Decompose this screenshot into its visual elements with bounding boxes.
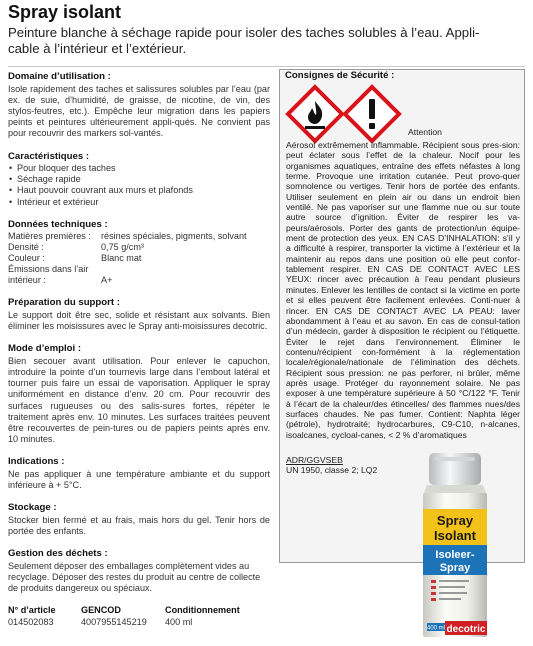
storage-heading: Stockage :	[8, 502, 57, 514]
product-can-image	[413, 453, 497, 646]
brand-logo-text: decotric	[446, 624, 486, 635]
preparation-section	[8, 297, 270, 332]
can-label-isolant: Isolant	[434, 528, 476, 543]
technical-row	[8, 253, 247, 264]
signal-word: Attention	[408, 126, 442, 137]
article-header-row	[8, 605, 270, 616]
header-divider	[8, 66, 525, 67]
can-label-spray-nl: Spray	[439, 562, 471, 574]
flame-pictogram-icon	[285, 84, 345, 144]
waste-section	[8, 548, 270, 594]
usage-mode-text: Bien secouer avant utilisation. Pour enlever le capuchon, introduire la pointe d’un tournevis large dans l’embout latéral et tourner puis faire un essai de vaporisation. Appliquer le spray uniformément en distance d’env. 20 cm. Pour recouvrir des surfaces rugueuses ou des salis-sures fortes, répéter le traitement après env. 10 minutes. Les surfaces traitées peuvent être recouvertes de pein-tures ou de papiers peints après env. 10 minutes.	[8, 355, 270, 445]
characteristics-section	[8, 151, 270, 208]
technical-label: Émissions dans l’air intérieur :	[8, 264, 89, 286]
safety-text: Aérosol extrêmement inflammable. Récipient sous pres-sion: peut éclater sous l’effet de la chaleur. Nocif pour les organismes aquatiques, entraîne des effets néfastes à long terme. Provoque une irritation cutanée. Peut provo-quer somnolence ou vertiges. Tenir hors de portée des enfants. Utiliser seulement en plein air ou dans un endroit bien ventilé. Ne pas vaporiser sur une flamme nue ou sur toute autre source d’ignition. Éviter de respirer les va-peurs/aérosols. Porter des gants de protection/un équipe-ment de protection des yeux. EN CAS D’INHALATION: s’il y a difficulté à respirer, transporter la victime à l’extérieur et la maintenir au repos dans une position où elle peut confor-tablement respirer. EN CAS DE CONTACT AVEC LES YEUX: rincer avec précaution à l’eau pendant plusieurs minutes. Enlever les lentilles de contact si la victime en porte et si elles peuvent être facilement enlevées. Conti-nuer à rincer. EN CAS DE CONTACT AVEC LA PEAU: laver abondamment à l’eau et au savon. En cas de consul-tation d’un médecin, garder à disposition le récipient ou l’étiquette. Éviter le rejet dans l’environnement. Éliminer le contenu/récipient con-formément à la réglementation locale/régionale/nationale de l’élimination des déchets. Récipient sous pression: ne pas perforer, ni brûler, même après usage. Protéger du rayonnement solaire. Ne pas exposer à une température supérieure à 50 °C/122 °F. Tenir à l’écart de la chaleur/des étincelles/ des flammes nues/des surfaces chaudes. Ne pas fumer. Contient: Naphta léger (pétrole), hydrotraité; hydrocarbures, C9-C10, n-alcanes, isoalcanes, cycloal-canes, < 2 % d’aromatiques	[286, 140, 520, 440]
storage-text: Stocker bien fermé et au frais, mais hors du gel. Tenir hors de portée des enfants.	[8, 514, 270, 536]
page-subtitle	[8, 25, 508, 57]
usage-mode-heading: Mode d’emploi :	[8, 343, 82, 355]
technical-value: A+	[101, 275, 113, 286]
indications-section	[8, 456, 270, 491]
article-number-value: 014502083	[8, 617, 54, 628]
can-label-spray: Spray	[436, 513, 474, 528]
left-column	[8, 71, 270, 629]
characteristics-heading: Caractéristiques :	[8, 150, 90, 162]
usage-section	[8, 71, 270, 140]
packaging-value: 400 ml	[165, 617, 193, 628]
preparation-heading: Préparation du support :	[8, 297, 120, 309]
exclamation-pictogram-icon	[342, 84, 402, 144]
usage-text: Isole rapidement des taches et salissures solubles par l’eau (par ex. de suie, d’humidité, de graisse, de nicotine, de vin, des stylos-feutres, etc.). Empêche leur migration dans les papiers peints et peintures ultérieurement appli-qués. Ne convient pas pour recouvrir des markers sol-vantés.	[8, 83, 270, 139]
characteristics-list	[8, 163, 270, 208]
technical-table	[8, 231, 247, 286]
technical-row	[8, 264, 247, 286]
article-value-row	[8, 617, 270, 628]
hazard-pictograms	[285, 84, 521, 144]
technical-section	[8, 219, 270, 287]
preparation-text: Le support doit être sec, solide et résistant aux solvants. Bien éliminer les moisissures avec le Spray anti-moisissures decotric.	[8, 309, 270, 332]
characteristic-item: • Séchage rapide	[8, 174, 270, 185]
technical-value: résines spéciales, pigments, solvant	[101, 231, 247, 242]
indications-text: Ne pas appliquer à une température ambiante et du support inférieure à + 5°C.	[8, 468, 270, 491]
subtitle-line-2: cable à l’intérieur et l’extérieur.	[8, 41, 187, 56]
characteristic-item: • Intérieur et extérieur	[8, 197, 270, 208]
technical-row	[8, 231, 247, 242]
technical-label: Densité :	[8, 242, 44, 253]
usage-heading: Domaine d’utilisation :	[8, 71, 111, 82]
safety-heading: Consignes de Sécurité :	[285, 70, 395, 81]
waste-heading: Gestion des déchets :	[8, 548, 108, 560]
adr-title: ADR/GGVSEB	[286, 455, 343, 465]
technical-label: Matières premières :	[8, 231, 91, 242]
can-label-isoleer: Isoleer-	[435, 549, 475, 561]
technical-value: 0,75 g/cm³	[101, 242, 144, 253]
technical-label: Couleur :	[8, 253, 45, 264]
article-info	[8, 605, 270, 628]
technical-row	[8, 242, 247, 253]
waste-text: Seulement déposer des emballages complètement vides au recyclage. Déposer des restes du produit au centre de collecte de produits dangereux ou spéciaux.	[8, 560, 261, 594]
article-number-header: N° d’article	[8, 605, 56, 616]
characteristic-item: • Haut pouvoir couvrant aux murs et plafonds	[8, 185, 270, 196]
technical-heading: Données techniques :	[8, 218, 108, 230]
safety-panel	[285, 70, 521, 144]
subtitle-line-1: Peinture blanche à séchage rapide pour isoler des taches solubles à l’eau. Appli-	[8, 25, 480, 40]
gencod-value: 4007955145219	[81, 617, 147, 628]
characteristic-item: • Pour bloquer des taches	[8, 163, 270, 174]
technical-value: Blanc mat	[101, 253, 142, 264]
storage-section	[8, 502, 270, 537]
can-volume: 400 ml	[426, 625, 446, 632]
adr-classification: UN 1950, classe 2; LQ2	[286, 465, 378, 476]
packaging-header: Conditionnement	[165, 605, 240, 616]
usage-mode-section	[8, 343, 270, 445]
indications-heading: Indications :	[8, 456, 65, 468]
gencod-header: GENCOD	[81, 605, 121, 616]
page-title: Spray isolant	[8, 2, 122, 22]
